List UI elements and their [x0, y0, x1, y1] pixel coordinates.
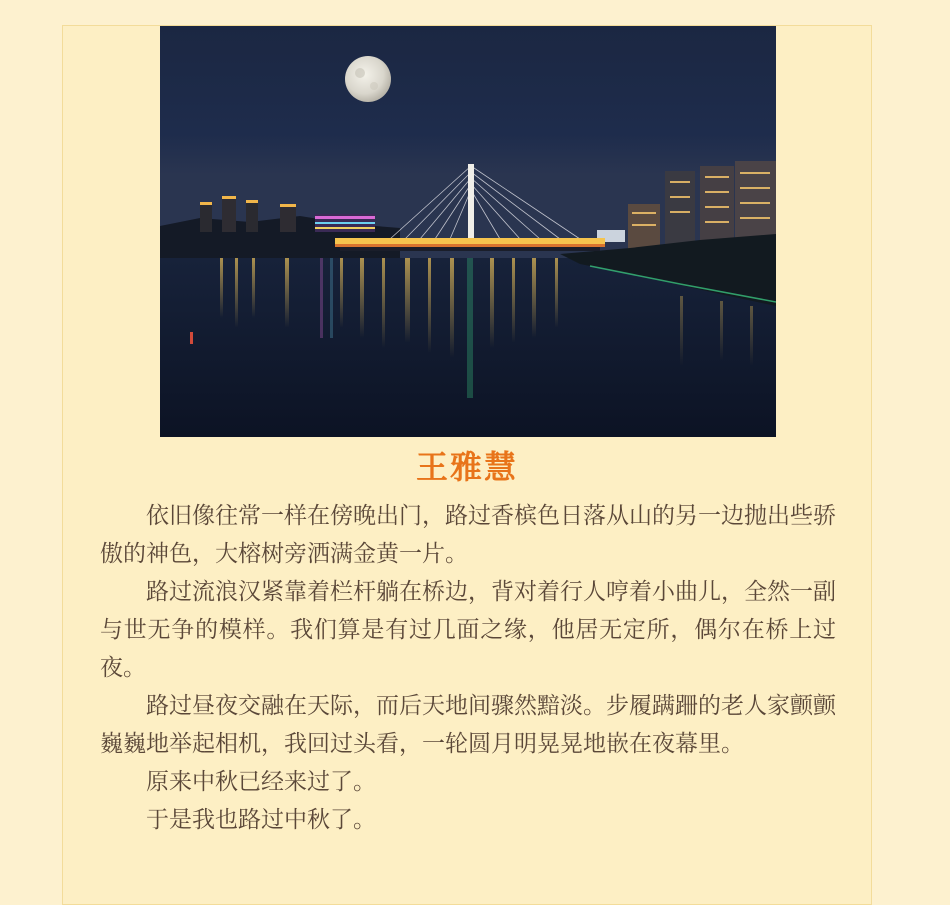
- paragraph: 于是我也路过中秋了。: [146, 807, 376, 833]
- paragraph: 依旧像往常一样在傍晚出门，路过香槟色日落从山的另一边抛出些骄傲的神色，大榕树旁洒满金黄一片。: [100, 503, 836, 567]
- article-body: [100, 497, 836, 839]
- moon-bridge-photo: [160, 26, 776, 437]
- paragraph: 原来中秋已经来过了。: [146, 769, 376, 795]
- author-name: 王雅慧: [415, 448, 518, 486]
- article-card: [62, 25, 872, 905]
- paragraph: 路过昼夜交融在天际，而后天地间骤然黯淡。步履蹒跚的老人家颤颤巍巍地举起相机，我回过头看，一轮圆月明晃晃地嵌在夜幕里。: [100, 693, 836, 757]
- paragraph: 路过流浪汉紧靠着栏杆躺在桥边，背对着行人哼着小曲儿，全然一副与世无争的模样。我们算是有过几面之缘，他居无定所，偶尔在桥上过夜。: [100, 579, 836, 681]
